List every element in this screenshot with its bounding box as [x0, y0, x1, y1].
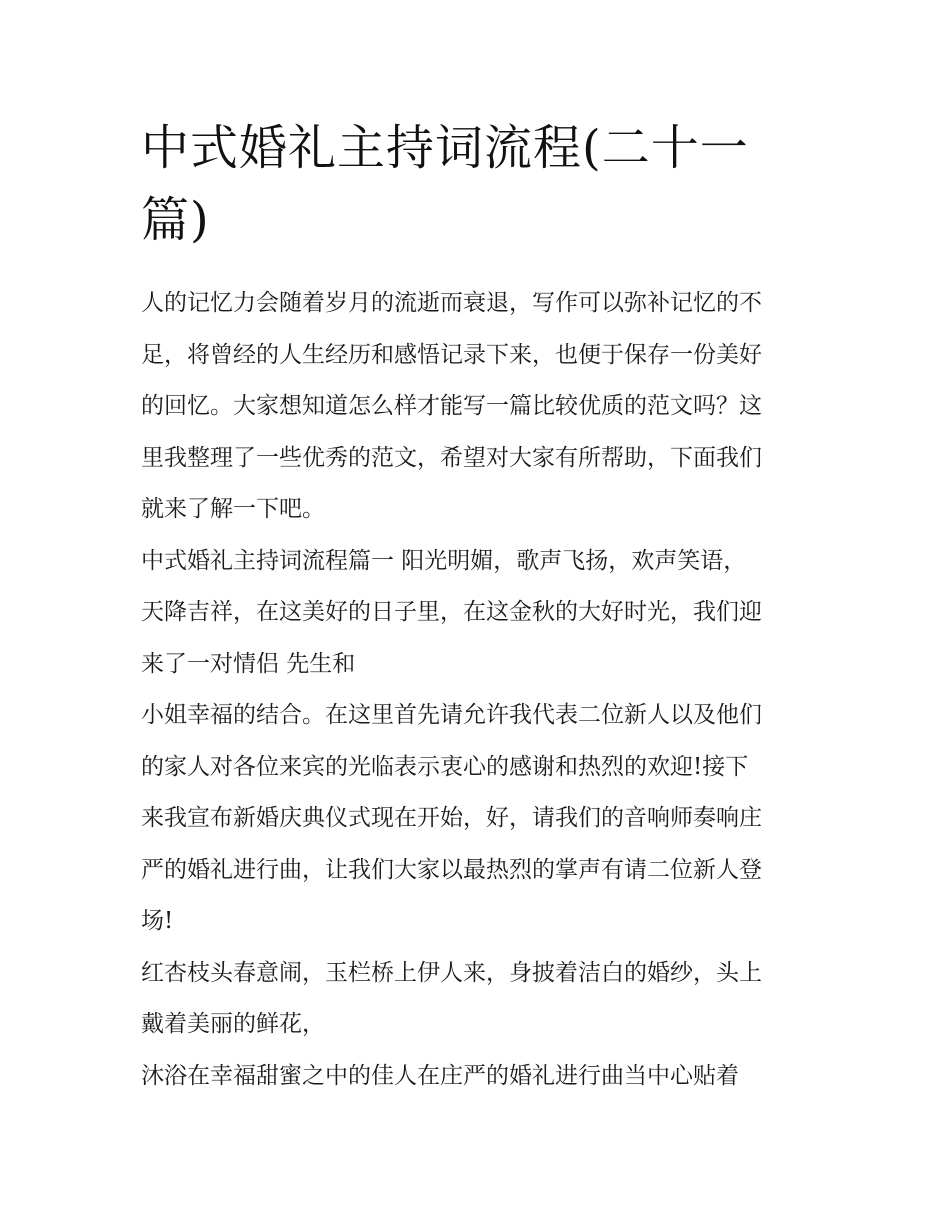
- text-line: 严的婚礼进行曲，让我们大家以最热烈的掌声有请二位新人登: [141, 856, 762, 883]
- text-line: 红杏枝头春意闹，玉栏桥上伊人来，身披着洁白的婚纱，头上: [141, 959, 762, 986]
- title-line: 中式婚礼主持词流程(二十一: [141, 120, 749, 176]
- document-body: [141, 112, 831, 1102]
- text-line: 的家人对各位来宾的光临表示衷心的感谢和热烈的欢迎!接下: [141, 753, 749, 780]
- text-line: 里我整理了一些优秀的范文，希望对大家有所帮助，下面我们: [141, 444, 762, 471]
- text-line: 天降吉祥，在这美好的日子里，在这金秋的大好时光，我们迎: [141, 599, 762, 625]
- text-line: 来了一对情侣 先生和: [141, 650, 356, 677]
- text-line: 的回忆。大家想知道怎么样才能写一篇比较优质的范文吗？这: [141, 393, 762, 419]
- section-one-paragraph: [141, 536, 831, 691]
- closing-paragraph: [141, 1051, 831, 1103]
- bride-entrance-paragraph: [141, 948, 831, 1051]
- text-line: 场!: [141, 908, 174, 934]
- text-line: 沐浴在幸福甜蜜之中的佳人在庄严的婚礼进行曲当中心贴着: [141, 1062, 739, 1089]
- text-line: 就来了解一下吧。: [141, 496, 325, 522]
- title-line: 篇): [141, 192, 210, 248]
- text-line: 中式婚礼主持词流程篇一 阳光明媚，歌声飞扬，欢声笑语，: [141, 547, 747, 574]
- document-title: [141, 112, 831, 256]
- intro-paragraph: [141, 278, 831, 536]
- ceremony-opening-paragraph: [141, 690, 831, 948]
- text-line: 戴着美丽的鲜花，: [141, 1011, 325, 1037]
- text-line: 人的记忆力会随着岁月的流逝而衰退，写作可以弥补记忆的不: [141, 290, 762, 316]
- text-line: 小姐幸福的结合。在这里首先请允许我代表二位新人以及他们: [141, 702, 762, 728]
- text-line: 足，将曾经的人生经历和感悟记录下来，也便于保存一份美好: [141, 341, 762, 368]
- text-line: 来我宣布新婚庆典仪式现在开始，好，请我们的音响师奏响庄: [141, 805, 762, 831]
